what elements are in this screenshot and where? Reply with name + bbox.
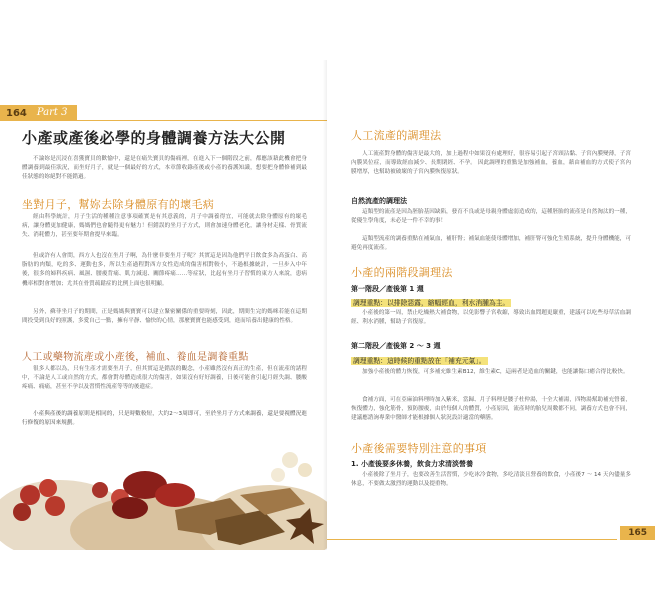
section1-paragraph-3: 另外，蘇菲坐月子的期間，正是媽媽與寶寶可以建立緊密關係的重要時刻，因此，期間生完的媽咪若能在這期間投受到良好的照護，多愛自己一點，擁有平靜、愉快的心情，那麼寶寶也能感受到，進而培養出健康的性格。 — [22, 309, 307, 325]
section5-heading: 小產的兩階段調理法 — [351, 266, 453, 279]
section4-paragraph-2: 這類型流產的調養重點在補氣血，補肝腎；補氣血能使母體增加，補肝腎可強化生殖系統，提升身體機能，可避免再度流產。 — [351, 236, 631, 252]
section2-heading: 人工或藥物流產或小產後，補血、養血是調養重點 — [22, 352, 249, 363]
section4-heading: 自然流產的調理法 — [351, 197, 407, 205]
section1-paragraph-2: 但或許有人會問，西方人也沒在坐月子啊，為什麼非要坐月子呢？其實這是因為他們平日飲食多為高蛋白、高脂肪的肉類，吃的多、運動也多，所以生產過程對西方女性造成的傷害相對較小，不過根據統計，一旦步入中年後，很多的婦科疾病、風濕、腰痠背痛、肌力減退、關節疼痛……等症狀，比起有坐月子習慣的東方人來說，患病機率相對會增加；尤其在骨質疏鬆症的比例上面也很明顯。 — [22, 253, 307, 287]
stage2-highlight — [351, 355, 488, 365]
stage2-heading: 第二階段／產後第 2 ～ 3 週 — [351, 342, 441, 350]
section2-paragraph-2: 小產與產後的調養原則是相同的，只是時數較短，大約2～3周即可，至於坐月子方式來調養，還是要視體況進行修復的原因來規劃。 — [22, 411, 307, 427]
folio-rule-right — [327, 539, 617, 540]
section2-paragraph-1: 很多人都以為，只有生產才需要坐月子，但其實這是錯誤的觀念，小產雖然沒有真正的生產，但在流產的諸程中，不論是人工或自然的方式，都會對母體造成很大的傷害，如果沒有好好調養，日後可能會引起月經失調、腰酸疼痛、痛痛，甚至不孕以及習慣性流產等等的後遺症。 — [22, 366, 307, 391]
section6-heading: 小產後需要特別注意的事項 — [351, 442, 487, 455]
part-label: Part 3 — [33, 105, 78, 121]
stage1-paragraph: 小產後的第一周，禁止吃燥熱大補食物，以免影響子宮收縮，導致出血問題更嚴重，建議可以吃些母草活血調經、利水消腫，幫助子宮復原。 — [351, 310, 631, 326]
page-number-right: 165 — [620, 526, 655, 540]
section3-heading: 人工流產的調理法 — [351, 129, 442, 142]
right-page-folio — [620, 526, 655, 540]
intro-paragraph: 不論妳是沉浸在喜獲寶貝的歡愉中，還是在痛失寶貝的傷痛裡，在進入下一個階段之前，都應該藉此機會把身體調養到最佳狀況，而坐好月子，就是一個最好的方式，本章節收錄產後或小產的養護知識，想要把身體修補到最佳狀態的妳絕對不能錯過。 — [22, 156, 307, 181]
right-page — [327, 0, 655, 609]
stage2-paragraph-2: 食補方面，可在亞麻油料理時加入紫米，當歸、月子料理是腰子杜仲湯，十全大補湯，四物湯幫助補充營養，恢復體力，強化筋骨，預防腰痠，由於每個人的體質，小產原因，流產時的胎兒周數都不同，調養方式也會不同，建議應諮詢專業中醫師才能根據個人狀況設計適當的藥膳。 — [351, 397, 631, 422]
stage1-heading: 第一階段／產後第 1 週 — [351, 285, 424, 293]
folio-rule-left — [0, 120, 327, 121]
left-page — [0, 0, 327, 609]
stage2-paragraph-1: 加強小產後的體力恢復，可多補充維生素B12，維生素C，這兩者是造血的關鍵，也能讓傷口癒合得比較快。 — [362, 369, 629, 375]
note1-heading: 1. 小產後要多休養，飲食力求清淡營養 — [351, 460, 473, 468]
stage1-highlight-text: 調理重點：以排除惡露，縮幅經血，利水消腫為主。 — [353, 299, 510, 307]
page-title: 小產或產後必學的身體調養方法大公開 — [22, 129, 286, 147]
stage1-highlight — [351, 297, 511, 307]
section1-heading: 坐對月子，幫妳去除身體原有的壞毛病 — [22, 198, 215, 211]
note1-paragraph: 小產後除了坐月子，也要改善生活習慣，少吃冰冷食物，多吃清淡且營養的飲食，小產後7 ～ 14 天內儘量多休息，不要做太激烈的運動以及提重物。 — [351, 472, 631, 488]
page-number-left: 164 — [0, 105, 35, 121]
section3-paragraph: 人工流產對身體的傷害是最大的，加上過程中如果沒有處理好，很容易引起子宮頸沾黏、子宮內膜變薄，子宮內膜異位症，而導致經血減少、長期閉經、不孕。 因此調理的重點是加強補血，養血，藉由補血的方式使子宮內膜增厚，也幫助被破壞的子宮內膜恢復原狀。 — [351, 151, 631, 176]
stage2-highlight-text: 調理重點：這時候的重點放在「補充元氣」。 — [353, 357, 486, 365]
section1-paragraph-1: 經由科學統計，月子生活的種種注意事項確實是有其意義的，月子中調養得宜，可能就去除身體原有的壞毛病，讓身體更加健康，媽媽們也會隨得更有魅力！但錯誤的坐月子方式，則會加速身體老化，讓身材走樣、骨質流失、消耗體力，甚至要年期會提早來臨。 — [22, 214, 307, 239]
left-page-folio — [0, 105, 77, 121]
section4-paragraph-1: 這類型的流產是因為胚胎基因缺陷，發育不良或是母親身體虛弱造成的，這種胚胎的流產是自然淘汰的一種，從優生學角度，未必是一件不幸的事！ — [351, 209, 631, 225]
